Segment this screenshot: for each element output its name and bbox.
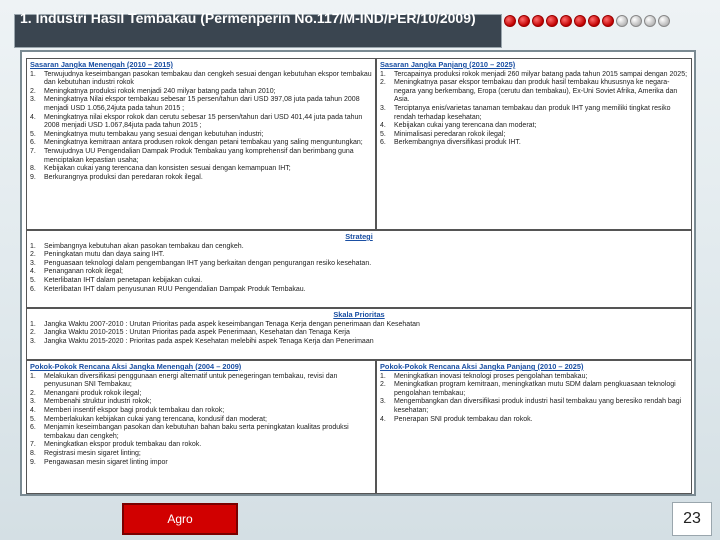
document-frame bbox=[20, 50, 696, 496]
priority-list bbox=[30, 321, 688, 347]
item-text: Meningkatnya mutu tembakau yang sesuai dengan kebutuhan industri; bbox=[44, 130, 264, 138]
item-text: Memberlakukan kebijakan cukai yang terencana, kondusif dan moderat; bbox=[44, 415, 267, 423]
list-item bbox=[380, 398, 688, 415]
list-item bbox=[30, 251, 688, 260]
list-item bbox=[30, 114, 372, 131]
item-number: 3. bbox=[30, 398, 36, 406]
item-text: Meningkatnya Nilai ekspor tembakau sebesar 15 persen/tahun dari USD 397,08 juta pada tahun 2008 menjadi USD 1.056,24juta pada tahun 2015 ; bbox=[44, 96, 360, 112]
item-text: Peningkatan mutu dan daya saing IHT. bbox=[44, 251, 165, 259]
item-number: 4. bbox=[380, 415, 386, 423]
item-text: Menangani produk rokok ilegal; bbox=[44, 389, 142, 397]
grey-dot-icon bbox=[658, 15, 670, 27]
item-text: Meningkatkan program kemitraan, meningkatkan mutu SDM dalam pengkuasaan teknologi pengolahan tembakau; bbox=[394, 381, 676, 397]
item-number: 4. bbox=[30, 406, 36, 414]
section-heading: Strategi bbox=[345, 232, 373, 241]
priority-section bbox=[26, 308, 692, 360]
item-number: 5. bbox=[30, 415, 36, 423]
item-number: 7. bbox=[30, 441, 36, 449]
item-number: 3. bbox=[380, 398, 386, 406]
list-item bbox=[30, 277, 688, 286]
list-item bbox=[380, 416, 688, 425]
medium-action-list bbox=[30, 373, 372, 468]
item-text: Meningkatkan inovasi teknologi proses pengolahan tembakau; bbox=[394, 372, 588, 380]
list-item bbox=[380, 373, 688, 382]
list-item bbox=[30, 243, 688, 252]
item-text: Jangka Waktu 2007-2010 : Urutan Prioritas pada aspek keseimbangan Tenaga Kerja dengan penerimaan dan Kesehatan bbox=[44, 320, 420, 328]
item-number: 2. bbox=[30, 329, 36, 337]
list-item bbox=[30, 441, 372, 450]
item-number: 1. bbox=[30, 320, 36, 328]
item-number: 5. bbox=[30, 276, 36, 284]
medium-term-targets bbox=[26, 58, 376, 230]
list-item bbox=[380, 381, 688, 398]
list-item bbox=[30, 424, 372, 441]
agro-button[interactable]: Agro bbox=[122, 503, 238, 535]
item-number: 3. bbox=[30, 259, 36, 267]
list-item bbox=[30, 260, 688, 269]
item-number: 2. bbox=[380, 381, 386, 389]
item-number: 1. bbox=[380, 70, 386, 78]
list-item bbox=[380, 131, 688, 140]
item-text: Mengembangkan dan diversifikasi produk industri hasil tembakau yang beresiko rendah bagi kesehatan; bbox=[394, 398, 682, 414]
item-number: 5. bbox=[30, 130, 36, 138]
list-item bbox=[30, 416, 372, 425]
item-text: Terwujudnya UU Pengendalian Dampak Produk Tembakau yang komprehensif dan berimbang guna menciptakan kepastian usaha; bbox=[44, 147, 354, 164]
strategy-section bbox=[26, 230, 692, 308]
list-item bbox=[30, 329, 688, 338]
red-dot-icon bbox=[560, 15, 572, 27]
grey-dot-icon bbox=[630, 15, 642, 27]
item-text: Meningkatnya produksi rokok menjadi 240 milyar batang pada tahun 2010; bbox=[44, 87, 276, 95]
item-text: Kebijakan cukai yang terencana dan konsisten sesuai dengan kemampuan IHT; bbox=[44, 165, 291, 173]
list-item bbox=[30, 139, 372, 148]
item-text: Berkurangnya produksi dan peredaran rokok ilegal. bbox=[44, 173, 203, 181]
item-text: Keterlibatan IHT dalam penyusunan RUU Pengendalian Dampak Produk Tembakau. bbox=[44, 285, 306, 293]
page-number: 23 bbox=[672, 502, 712, 536]
section-heading: Sasaran Jangka Menengah (2010 – 2015) bbox=[30, 60, 173, 69]
progress-dots bbox=[504, 15, 670, 27]
item-number: 8. bbox=[30, 449, 36, 457]
item-text: Keterlibatan IHT dalam penetapan kebijakan cukai. bbox=[44, 276, 203, 284]
red-dot-icon bbox=[546, 15, 558, 27]
item-text: Meningkatnya nilai ekspor rokok dan cerutu sebesar 15 persen/tahun dari USD 401,44 juta pada tahun 2008 menjadi USD 1.067,84juta pada tahun 2015 ; bbox=[44, 113, 363, 130]
section-heading: Pokok-Pokok Rencana Aksi Jangka Menengah (2004 – 2009) bbox=[30, 362, 242, 371]
long-term-action-plan bbox=[376, 360, 692, 494]
item-number: 7. bbox=[30, 147, 36, 155]
list-item bbox=[30, 131, 372, 140]
item-text: Terwujudnya keseimbangan pasokan tembakau dan cengkeh sesuai dengan kebutuhan ekspor tembakau dan kebutuhan industri rokok bbox=[44, 70, 372, 87]
item-text: Jangka Waktu 2015-2020 : Prioritas pada aspek Kesehatan melebihi aspek Tenaga Kerja dan Penerimaan bbox=[44, 337, 374, 345]
item-text: Penguasaan teknologi dalam pengembangan IHT yang berkaitan dengan pengurangan resiko kesehatan. bbox=[44, 259, 372, 267]
item-text: Melakukan diversifikasi penggunaan energi alternatif untuk penegeringan tembakau, revisi dan penyusunan SNI Tembakau; bbox=[44, 372, 338, 389]
item-number: 6. bbox=[30, 285, 36, 293]
item-text: Jangka Waktu 2010-2015 : Urutan Prioritas pada aspek Penerimaan, Kesehatan dan Tenaga Kerja bbox=[44, 329, 350, 337]
list-item bbox=[30, 398, 372, 407]
item-text: Memberi insentif ekspor bagi produk tembakau dan rokok; bbox=[44, 406, 225, 414]
list-item bbox=[380, 139, 688, 148]
item-text: Membenahi struktur industri rokok; bbox=[44, 398, 152, 406]
list-item bbox=[30, 338, 688, 347]
item-number: 3. bbox=[380, 104, 386, 112]
item-number: 3. bbox=[30, 96, 36, 104]
item-number: 1. bbox=[380, 372, 386, 380]
item-text: Berkembangnya diversifikasi produk IHT. bbox=[394, 139, 521, 147]
slide-title: 1. Industri Hasil Tembakau (Permenperin No.117/M-IND/PER/10/2009) bbox=[20, 10, 476, 26]
item-number: 4. bbox=[30, 268, 36, 276]
item-text: Meningkatnya pasar ekspor tembakau dan produk hasil tembakau khususnya ke negara-negara yang berkembang, Eropa (cerutu dan tembakau), Ex-Uni Soviet Afrika, Amerika dan Asia. bbox=[394, 79, 678, 104]
item-text: Minimalisasi peredaran rokok ilegal; bbox=[394, 130, 506, 138]
item-number: 2. bbox=[380, 79, 386, 87]
item-number: 9. bbox=[30, 173, 36, 181]
item-number: 1. bbox=[30, 372, 36, 380]
item-text: Kebijakan cukai yang terencana dan moderat; bbox=[394, 122, 537, 130]
long-term-targets bbox=[376, 58, 692, 230]
item-number: 4. bbox=[380, 122, 386, 130]
list-item bbox=[30, 88, 372, 97]
list-item bbox=[30, 407, 372, 416]
item-text: Penanganan rokok ilegal; bbox=[44, 268, 124, 276]
red-dot-icon bbox=[532, 15, 544, 27]
item-text: Penerapan SNI produk tembakau dan rokok. bbox=[394, 415, 533, 423]
item-text: Registrasi mesin sigaret linting; bbox=[44, 449, 141, 457]
list-item bbox=[30, 390, 372, 399]
red-dot-icon bbox=[574, 15, 586, 27]
grey-dot-icon bbox=[616, 15, 628, 27]
list-item bbox=[380, 71, 688, 80]
list-item bbox=[30, 286, 688, 295]
section-heading: Skala Prioritas bbox=[333, 310, 385, 319]
list-item bbox=[380, 79, 688, 105]
red-dot-icon bbox=[588, 15, 600, 27]
list-item bbox=[30, 450, 372, 459]
medium-term-action-plan bbox=[26, 360, 376, 494]
list-item bbox=[30, 174, 372, 183]
item-text: Seimbangnya kebutuhan akan pasokan tembakau dan cengkeh. bbox=[44, 242, 244, 250]
item-number: 1. bbox=[30, 242, 36, 250]
list-item bbox=[30, 373, 372, 390]
item-number: 3. bbox=[30, 337, 36, 345]
item-text: Tercapainya produksi rokok menjadi 260 milyar batang pada tahun 2015 sampai dengan 2025; bbox=[394, 70, 688, 78]
list-item bbox=[380, 105, 688, 122]
section-heading: Pokok-Pokok Rencana Aksi Jangka Panjang (2010 – 2025) bbox=[380, 362, 584, 371]
item-text: Meningkatnya kemitraan antara produsen rokok dengan petani tembakau yang saling menguntungkan; bbox=[44, 139, 363, 147]
list-item bbox=[30, 96, 372, 113]
list-item bbox=[30, 321, 688, 330]
list-item bbox=[30, 165, 372, 174]
item-number: 6. bbox=[30, 139, 36, 147]
list-item bbox=[30, 148, 372, 165]
red-dot-icon bbox=[518, 15, 530, 27]
list-item bbox=[30, 459, 372, 468]
red-dot-icon bbox=[504, 15, 516, 27]
item-number: 2. bbox=[30, 389, 36, 397]
item-number: 4. bbox=[30, 113, 36, 121]
item-number: 6. bbox=[30, 424, 36, 432]
red-dot-icon bbox=[602, 15, 614, 27]
item-number: 6. bbox=[380, 139, 386, 147]
item-number: 2. bbox=[30, 87, 36, 95]
item-text: Terciptanya enis/varietas tanaman tembakau dan produk IHT yang memiliki tingkat resiko rendah terhadap kesehatan; bbox=[394, 104, 671, 121]
grey-dot-icon bbox=[644, 15, 656, 27]
list-item bbox=[30, 268, 688, 277]
list-item bbox=[30, 71, 372, 88]
long-action-list bbox=[380, 373, 688, 425]
item-text: Pengawasan mesin sigaret linting impor bbox=[44, 458, 168, 466]
item-number: 5. bbox=[380, 130, 386, 138]
item-number: 2. bbox=[30, 251, 36, 259]
item-number: 8. bbox=[30, 165, 36, 173]
list-item bbox=[380, 122, 688, 131]
strategy-list bbox=[30, 243, 688, 295]
long-list bbox=[380, 71, 688, 148]
medium-list bbox=[30, 71, 372, 183]
item-text: Menjamin keseimbangan pasokan dan kebutuhan bahan baku serta peningkatan kualitas produksi tembakau dan cengkeh; bbox=[44, 424, 349, 440]
item-text: Meningkatkan ekspor produk tembakau dan rokok. bbox=[44, 441, 202, 449]
item-number: 9. bbox=[30, 458, 36, 466]
section-heading: Sasaran Jangka Panjang (2010 – 2025) bbox=[380, 60, 516, 69]
item-number: 1. bbox=[30, 70, 36, 78]
